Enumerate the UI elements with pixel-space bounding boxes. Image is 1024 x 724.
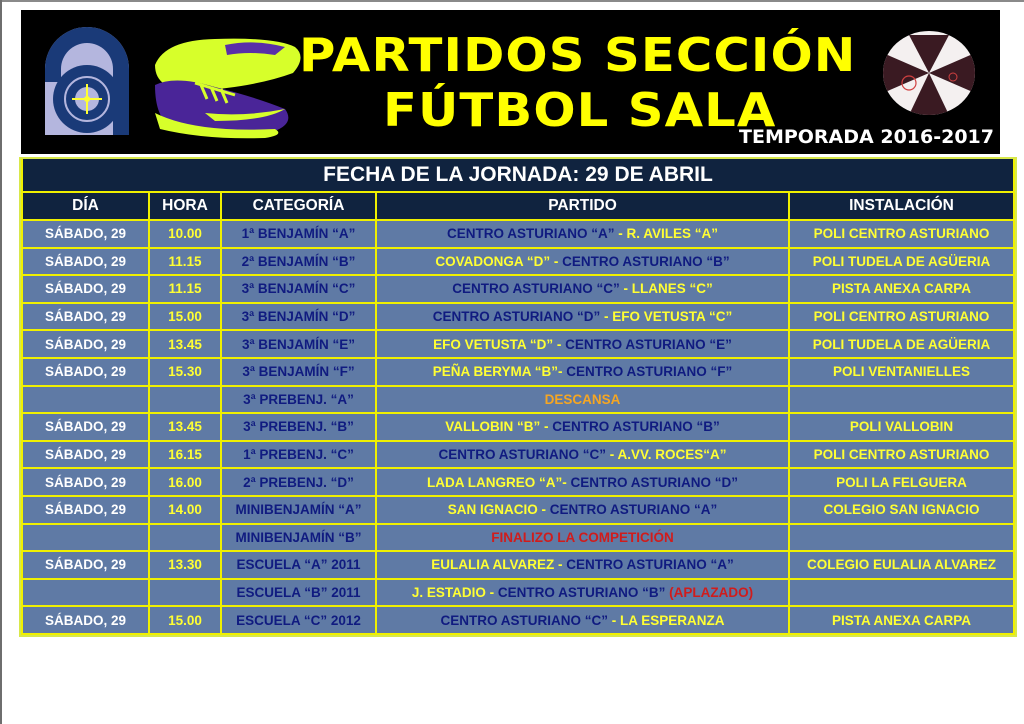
cell-time: 11.15	[149, 248, 221, 276]
cell-day: SÁBADO, 29	[22, 413, 149, 441]
home-team: PEÑA BERYMA “B”	[432, 364, 558, 380]
cell-venue	[789, 524, 1014, 552]
match-status: FINALIZO LA COMPETICIÓN	[491, 529, 674, 545]
away-team: EFO VETUSTA “C”	[612, 309, 733, 325]
table-row	[22, 303, 1014, 331]
cell-match	[376, 579, 789, 607]
cell-match	[376, 441, 789, 469]
cell-time	[149, 524, 221, 552]
futsal-shoes-image	[135, 25, 315, 140]
match-separator: -	[619, 281, 632, 297]
away-team: LA ESPERANZA	[619, 612, 725, 628]
cell-venue: COLEGIO EULALIA ALVAREZ	[789, 551, 1014, 579]
cell-venue: POLI CENTRO ASTURIANO	[789, 303, 1014, 331]
match-status: DESCANSA	[544, 391, 621, 407]
cell-time	[149, 579, 221, 607]
header-banner	[21, 10, 1000, 154]
match-separator: -	[607, 612, 620, 628]
cell-venue: PISTA ANEXA CARPA	[789, 275, 1014, 303]
home-team: EFO VETUSTA “D”	[433, 336, 554, 352]
page-border-left	[0, 0, 2, 724]
table-row	[22, 579, 1014, 607]
cell-category: 3ª PREBENJ. “A”	[221, 386, 376, 414]
cell-venue: POLI VALLOBIN	[789, 413, 1014, 441]
away-team: CENTRO ASTURIANO “A”	[566, 557, 734, 573]
cell-match	[376, 524, 789, 552]
cell-category: 1ª PREBENJ. “C”	[221, 441, 376, 469]
away-team: CENTRO ASTURIANO “B”	[552, 419, 720, 435]
cell-venue	[789, 579, 1014, 607]
table-row	[22, 468, 1014, 496]
match-note: (APLAZADO)	[665, 585, 754, 601]
home-team: LADA LANGREO “A”	[427, 474, 563, 490]
home-team: COVADONGA “D”	[435, 253, 551, 269]
match-separator: -	[558, 364, 567, 380]
cell-day: SÁBADO, 29	[22, 330, 149, 358]
home-team: CENTRO ASTURIANO “C”	[452, 281, 620, 297]
match-separator: -	[550, 253, 563, 269]
cell-match	[376, 330, 789, 358]
match-separator: -	[614, 226, 627, 242]
match-separator: -	[562, 474, 571, 490]
cell-time: 16.15	[149, 441, 221, 469]
title-line-2: FÚTBOL SALA	[383, 83, 777, 137]
page-border-top	[0, 0, 1024, 2]
home-team: CENTRO ASTURIANO “C”	[438, 447, 606, 463]
cell-venue: PISTA ANEXA CARPA	[789, 606, 1014, 634]
away-team: R. AVILES “A”	[626, 226, 718, 242]
cell-time: 15.00	[149, 303, 221, 331]
home-team: SAN IGNACIO	[447, 502, 538, 518]
cell-venue: POLI VENTANIELLES	[789, 358, 1014, 386]
cell-day: SÁBADO, 29	[22, 303, 149, 331]
table-row	[22, 496, 1014, 524]
match-separator: -	[554, 557, 567, 573]
cell-time: 16.00	[149, 468, 221, 496]
cell-day	[22, 524, 149, 552]
cell-category: 2ª BENJAMÍN “B”	[221, 248, 376, 276]
cell-time: 13.45	[149, 330, 221, 358]
futsal-ball-image	[879, 25, 979, 119]
cell-time: 13.30	[149, 551, 221, 579]
cell-venue: POLI LA FELGUERA	[789, 468, 1014, 496]
schedule-table	[19, 157, 1017, 637]
cell-venue	[789, 386, 1014, 414]
away-team: CENTRO ASTURIANO “A”	[549, 502, 718, 518]
title-line-1: PARTIDOS SECCIÓN	[299, 28, 857, 82]
cell-time: 15.30	[149, 358, 221, 386]
matchday-title: FECHA DE LA JORNADA: 29 DE ABRIL	[22, 159, 1014, 192]
home-team: J. ESTADIO	[411, 585, 486, 601]
cell-day: SÁBADO, 29	[22, 551, 149, 579]
season-label: TEMPORADA 2016-2017	[739, 126, 994, 148]
away-team: A.VV. ROCES“A”	[617, 447, 727, 463]
cell-match	[376, 551, 789, 579]
cell-category: 3ª BENJAMÍN “F”	[221, 358, 376, 386]
cell-match	[376, 468, 789, 496]
match-separator: -	[540, 419, 553, 435]
cell-time	[149, 386, 221, 414]
cell-day: SÁBADO, 29	[22, 606, 149, 634]
match-separator: -	[605, 447, 618, 463]
cell-venue: POLI CENTRO ASTURIANO	[789, 441, 1014, 469]
cell-day	[22, 386, 149, 414]
column-header-venue: INSTALACIÓN	[789, 192, 1014, 220]
cell-category: ESCUELA “C” 2012	[221, 606, 376, 634]
cell-venue: POLI CENTRO ASTURIANO	[789, 220, 1014, 248]
cell-category: 1ª BENJAMÍN “A”	[221, 220, 376, 248]
cell-day: SÁBADO, 29	[22, 248, 149, 276]
match-separator: -	[600, 309, 613, 325]
cell-time: 10.00	[149, 220, 221, 248]
home-team: EULALIA ALVAREZ	[431, 557, 555, 573]
away-team: LLANES “C”	[631, 281, 713, 297]
cell-venue: POLI TUDELA DE AGÜERIA	[789, 248, 1014, 276]
cell-day: SÁBADO, 29	[22, 358, 149, 386]
home-team: CENTRO ASTURIANO “D”	[432, 309, 601, 325]
cell-day: SÁBADO, 29	[22, 496, 149, 524]
cell-category: 3ª BENJAMÍN “E”	[221, 330, 376, 358]
cell-match	[376, 496, 789, 524]
cell-match	[376, 358, 789, 386]
cell-match	[376, 606, 789, 634]
away-team: CENTRO ASTURIANO “F”	[566, 364, 733, 380]
cell-match	[376, 220, 789, 248]
cell-day: SÁBADO, 29	[22, 468, 149, 496]
cell-category: ESCUELA “A” 2011	[221, 551, 376, 579]
cell-match	[376, 248, 789, 276]
column-header-category: CATEGORÍA	[221, 192, 376, 220]
cell-match	[376, 303, 789, 331]
matchday-title-row	[22, 159, 1014, 192]
match-separator: -	[553, 336, 566, 352]
away-team: CENTRO ASTURIANO “D”	[570, 474, 738, 490]
table-row	[22, 551, 1014, 579]
column-header-row	[22, 192, 1014, 220]
cell-time: 15.00	[149, 606, 221, 634]
cell-category: MINIBENJAMÍN “A”	[221, 496, 376, 524]
table-row	[22, 441, 1014, 469]
cell-category: 3ª PREBENJ. “B”	[221, 413, 376, 441]
cell-category: ESCUELA “B” 2011	[221, 579, 376, 607]
table-row	[22, 330, 1014, 358]
cell-match	[376, 413, 789, 441]
cell-category: 3ª BENJAMÍN “D”	[221, 303, 376, 331]
cell-category: 2ª PREBENJ. “D”	[221, 468, 376, 496]
home-team: CENTRO ASTURIANO “A”	[446, 226, 615, 242]
table-row	[22, 220, 1014, 248]
cell-category: 3ª BENJAMÍN “C”	[221, 275, 376, 303]
table-row	[22, 275, 1014, 303]
club-logo-icon	[41, 24, 133, 137]
cell-time: 14.00	[149, 496, 221, 524]
cell-match	[376, 275, 789, 303]
column-header-match: PARTIDO	[376, 192, 789, 220]
cell-match	[376, 386, 789, 414]
home-team: CENTRO ASTURIANO “C”	[440, 612, 608, 628]
cell-category: MINIBENJAMÍN “B”	[221, 524, 376, 552]
table-row	[22, 248, 1014, 276]
column-header-day: DÍA	[22, 192, 149, 220]
cell-time: 11.15	[149, 275, 221, 303]
column-header-time: HORA	[149, 192, 221, 220]
cell-day: SÁBADO, 29	[22, 441, 149, 469]
cell-day: SÁBADO, 29	[22, 220, 149, 248]
match-separator: -	[485, 585, 498, 601]
home-team: VALLOBIN “B”	[445, 419, 541, 435]
table-row	[22, 358, 1014, 386]
table-row	[22, 386, 1014, 414]
table-row	[22, 413, 1014, 441]
away-team: CENTRO ASTURIANO “B”	[562, 253, 730, 269]
cell-day: SÁBADO, 29	[22, 275, 149, 303]
match-separator: -	[537, 502, 550, 518]
cell-time: 13.45	[149, 413, 221, 441]
away-team: CENTRO ASTURIANO “E”	[565, 336, 732, 352]
away-team: CENTRO ASTURIANO “B”	[497, 585, 666, 601]
cell-venue: POLI TUDELA DE AGÜERIA	[789, 330, 1014, 358]
cell-venue: COLEGIO SAN IGNACIO	[789, 496, 1014, 524]
cell-day	[22, 579, 149, 607]
table-row	[22, 606, 1014, 634]
table-row	[22, 524, 1014, 552]
